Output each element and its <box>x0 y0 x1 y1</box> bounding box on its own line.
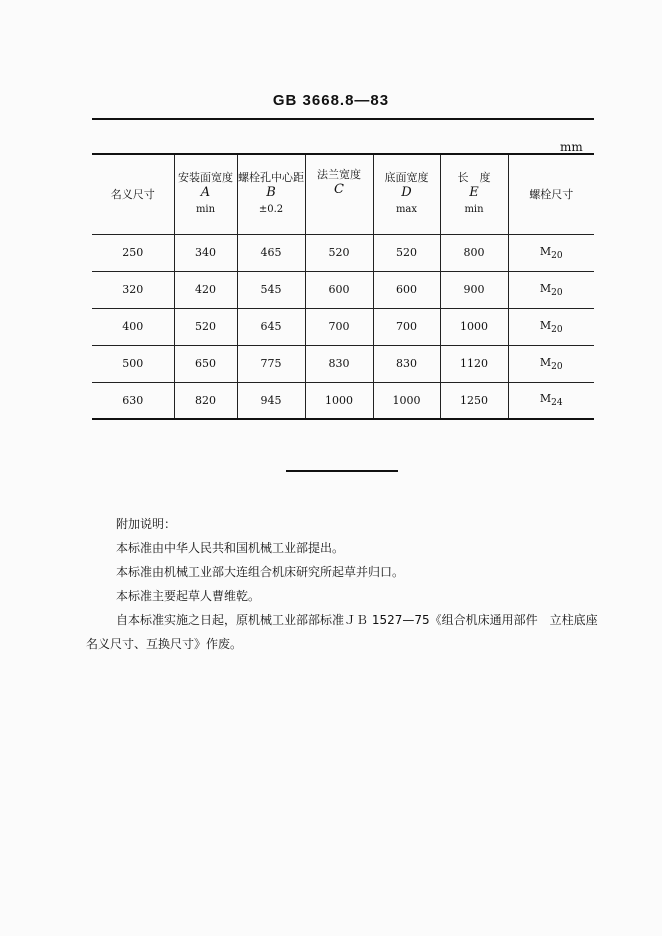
cell-nominal: 500 <box>122 357 144 370</box>
cell-nominal: 400 <box>122 320 144 333</box>
notes-line: 本标准由中华人民共和国机械工业部提出。 <box>116 541 345 555</box>
bolt-size: 20 <box>551 361 563 372</box>
cell-bolt <box>508 308 594 345</box>
cell-nominal: 250 <box>122 246 144 259</box>
col-title: 长 度 <box>457 170 491 184</box>
col-title: 安装面宽度 <box>178 170 233 184</box>
cell-e: 1120 <box>440 345 508 382</box>
col-title: 名义尺寸 <box>110 187 155 201</box>
cell-e: 1000 <box>440 308 508 345</box>
section-divider <box>286 470 398 472</box>
bolt-size: 20 <box>551 287 563 298</box>
table-row <box>92 271 594 308</box>
col-header-e <box>440 154 508 234</box>
cell-d: 700 <box>373 308 440 345</box>
cell-e: 1250 <box>440 382 508 419</box>
notes-heading: 附加说明： <box>116 517 177 531</box>
col-symbol: B <box>266 184 276 200</box>
col-header-nominal <box>92 154 174 234</box>
cell-c: 700 <box>305 308 373 345</box>
table-row <box>92 234 594 271</box>
cell-bolt <box>508 382 594 419</box>
cell-bolt <box>508 345 594 382</box>
col-symbol: E <box>469 184 479 200</box>
col-header-bolt <box>508 154 594 234</box>
bolt-letter: M <box>539 318 552 332</box>
cell-a: 420 <box>174 271 237 308</box>
cell-nominal: 320 <box>122 283 144 296</box>
cell-e: 800 <box>440 234 508 271</box>
header-rule <box>92 118 594 120</box>
cell-c: 830 <box>305 345 373 382</box>
notes-line: 本标准由机械工业部大连组合机床研究所起草并归口。 <box>116 565 405 579</box>
cell-b: 645 <box>237 308 305 345</box>
col-title: 螺栓孔中心距 <box>238 170 304 184</box>
col-symbol: A <box>200 184 211 200</box>
cell-bolt <box>508 234 594 271</box>
unit-label: mm <box>560 140 583 154</box>
bolt-letter: M <box>539 244 552 258</box>
cell-b: 465 <box>237 234 305 271</box>
col-header-a <box>174 154 237 234</box>
cell-c: 1000 <box>305 382 373 419</box>
cell-a: 340 <box>174 234 237 271</box>
cell-c: 520 <box>305 234 373 271</box>
col-symbol: C <box>334 182 344 197</box>
additional-notes <box>86 512 598 656</box>
cell-a: 820 <box>174 382 237 419</box>
table-header-row <box>92 154 594 234</box>
col-header-d <box>373 154 440 234</box>
cell-d: 830 <box>373 345 440 382</box>
cell-d: 520 <box>373 234 440 271</box>
col-header-c <box>305 154 373 234</box>
standard-code: GB 3668.8—83 <box>272 92 390 109</box>
cell-c: 600 <box>305 271 373 308</box>
cell-d: 1000 <box>373 382 440 419</box>
col-note: min <box>195 203 216 215</box>
cell-bolt <box>508 271 594 308</box>
col-title: 底面宽度 <box>384 170 429 184</box>
col-note: min <box>464 203 484 215</box>
col-note: max <box>395 203 418 215</box>
col-note: ±0.2 <box>258 203 284 215</box>
cell-b: 775 <box>237 345 305 382</box>
cell-e: 900 <box>440 271 508 308</box>
bolt-size: 20 <box>551 324 563 335</box>
notes-line: 本标准主要起草人曹维乾。 <box>116 589 261 603</box>
cell-b: 945 <box>237 382 305 419</box>
table-row <box>92 308 594 345</box>
table-row <box>92 345 594 382</box>
col-header-b <box>237 154 305 234</box>
bolt-size: 20 <box>551 250 563 261</box>
bolt-letter: M <box>539 355 552 369</box>
cell-b: 545 <box>237 271 305 308</box>
bolt-letter: M <box>539 392 552 406</box>
bolt-size: 24 <box>551 398 563 409</box>
notes-line: 自本标准实施之日起，原机械工业部部标准ＪＢ 1527—75《组合机床通用部件 立柱底座名义尺寸、互换尺寸》作废。 <box>86 613 598 651</box>
dimension-table <box>92 153 594 420</box>
bolt-letter: M <box>539 281 552 295</box>
cell-nominal: 630 <box>122 393 144 407</box>
col-title: 螺栓尺寸 <box>529 187 574 201</box>
col-title: 法兰宽度 <box>317 168 361 181</box>
cell-a: 650 <box>174 345 237 382</box>
cell-d: 600 <box>373 271 440 308</box>
table-row <box>92 382 594 419</box>
cell-a: 520 <box>174 308 237 345</box>
col-symbol: D <box>401 184 412 200</box>
